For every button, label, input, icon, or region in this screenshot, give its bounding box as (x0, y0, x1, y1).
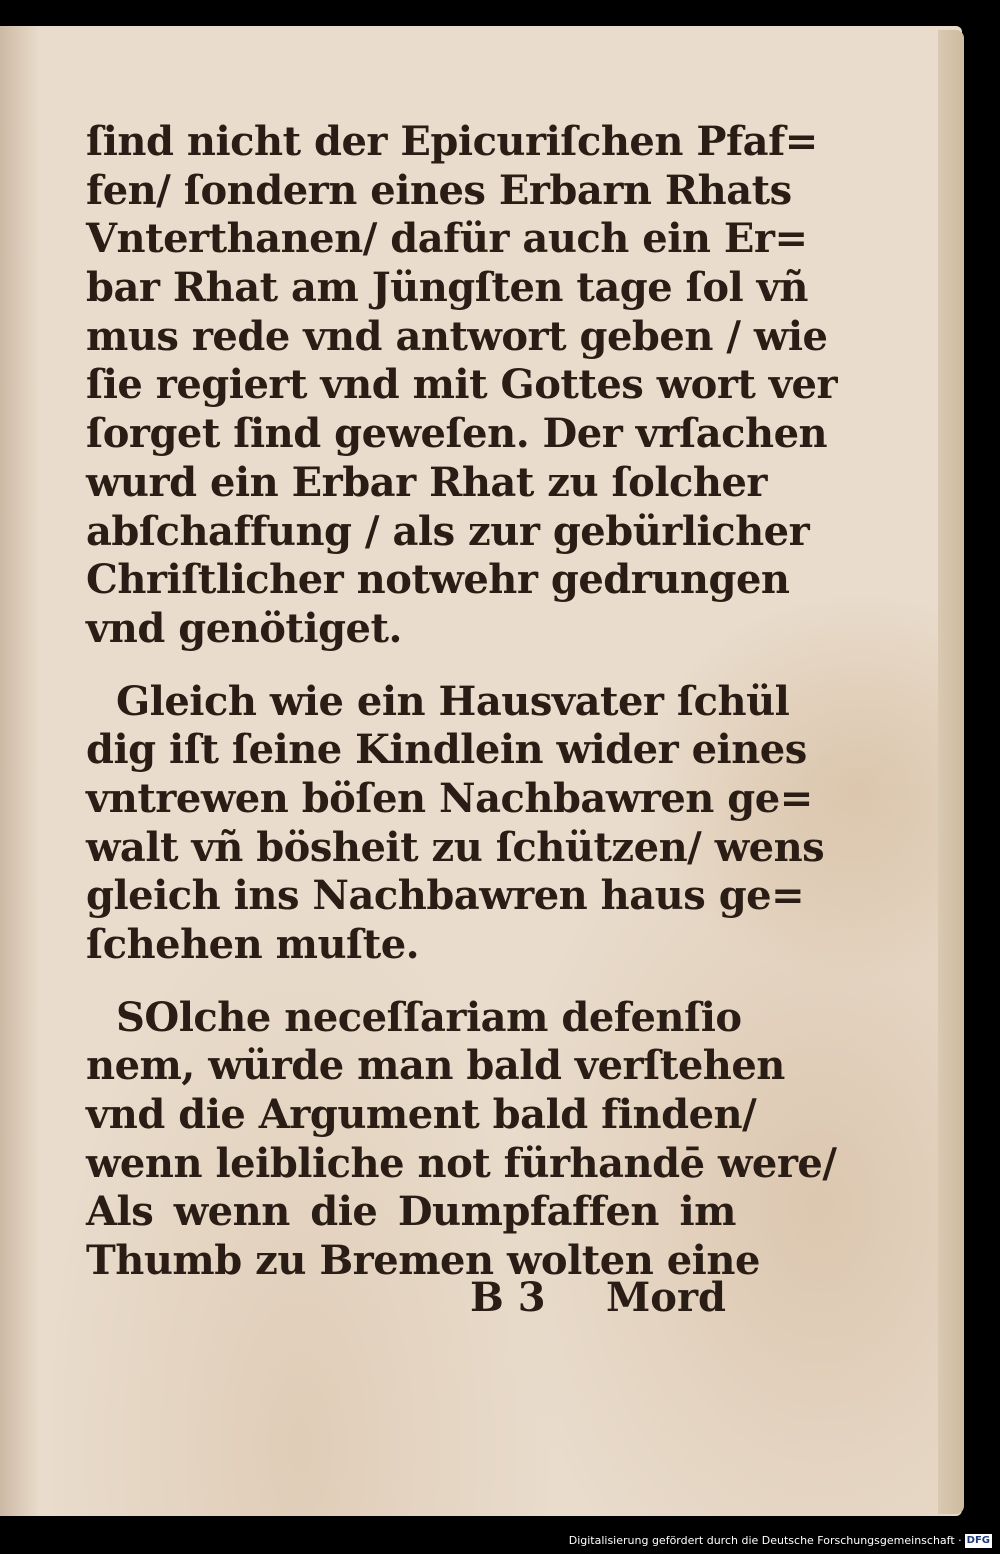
text-line: ſie regiert vnd mit Gottes wort ver (86, 361, 838, 409)
text-line: ſchehen muſte. (86, 921, 420, 968)
text-line: vntrewen böſen Nachbawren ge= (86, 774, 813, 822)
paragraph-gap (86, 970, 736, 994)
text-line: fen/ ſondern eines Erbarn Rhats (86, 166, 792, 214)
digitization-credit: Digitalisierung gefördert durch die Deutsche Forschungsgemeinschaft · DFG (568, 1534, 990, 1547)
text-line: SOlche neceſſariam defenſio (116, 993, 742, 1041)
catch-line (86, 1274, 736, 1330)
catchword: Mord (606, 1274, 726, 1321)
text-line: wenn leibliche not fürhandē were/ (86, 1139, 837, 1187)
text-line: nem, würde man bald verſtehen (86, 1042, 785, 1090)
text-line: vnd genötiget. (86, 604, 402, 652)
page-text (86, 118, 838, 1286)
credit-text: Digitalisierung gefördert durch die Deutsche Forschungsgemeinschaft (568, 1534, 955, 1547)
text-line: mus rede vnd antwort geben / wie (86, 312, 828, 360)
text-line: vnd die Argument bald finden/ (86, 1091, 757, 1139)
text-line: Gleich wie ein Hausvater ſchül (116, 677, 790, 725)
text-line: walt vñ bösheit zu ſchützen/ wens (86, 823, 825, 871)
text-line: Thumb zu Bremen wolten eine (86, 1237, 760, 1285)
text-line: wurd ein Erbar Rhat zu ſolcher (86, 458, 767, 506)
text-line: ſind nicht der Epicuriſchen Pfaf= (86, 118, 818, 165)
page-edge (938, 30, 964, 1514)
text-line: Als wenn die Dumpfaffen im (86, 1188, 736, 1236)
text-line: dig iſt ſeine Kindlein wider eines (86, 726, 807, 774)
text-line: bar Rhat am Jüngſten tage ſol vñ (86, 264, 808, 312)
signature-mark: B 3 (470, 1274, 546, 1321)
text-line: Vnterthanen/ dafür auch ein Er= (86, 215, 808, 263)
text-line: gleich ins Nachbawren haus ge= (86, 872, 805, 920)
dfg-logo-icon: DFG (966, 1535, 990, 1546)
paragraph-gap (86, 654, 736, 678)
text-line: abſchaffung / als zur gebürlicher (86, 507, 810, 555)
text-line: Chriſtlicher notwehr gedrungen (86, 556, 790, 604)
text-line: ſorget ſind geweſen. Der vrſachen (86, 410, 828, 458)
